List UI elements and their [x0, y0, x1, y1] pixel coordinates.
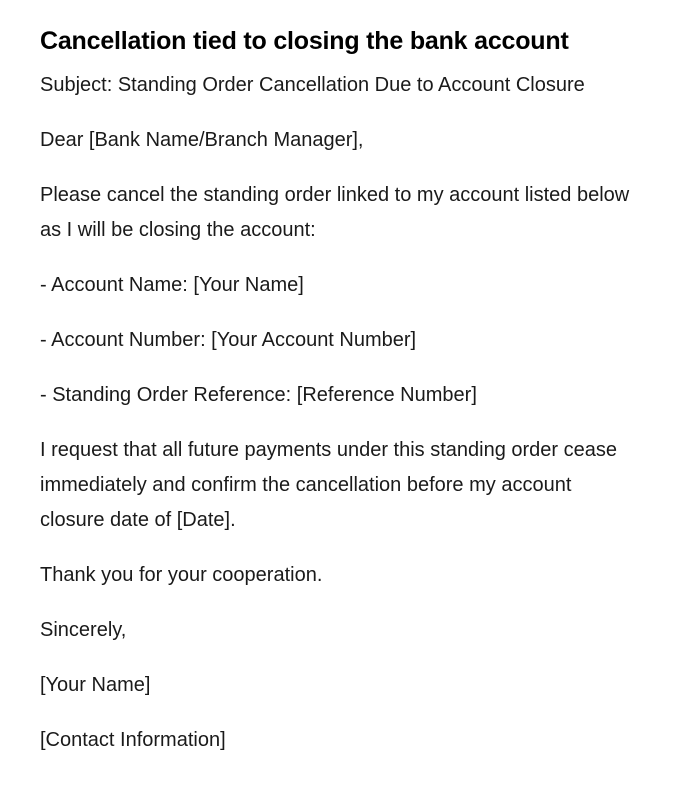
- account-name-item: - Account Name: [Your Name]: [40, 274, 304, 296]
- subject-line: Subject: Standing Order Cancellation Due to Account Closure: [40, 74, 585, 96]
- intro-paragraph: Please cancel the standing order linked to my account listed below as I will be closing the account:: [40, 184, 630, 241]
- signature-name: [Your Name]: [40, 674, 151, 696]
- contact-information: [Contact Information]: [40, 729, 226, 751]
- salutation: Dear [Bank Name/Branch Manager],: [40, 129, 364, 151]
- letter-body: [40, 68, 640, 758]
- account-number-item: - Account Number: [Your Account Number]: [40, 329, 417, 351]
- document-title: Cancellation tied to closing the bank account: [40, 27, 569, 55]
- request-paragraph: I request that all future payments under this standing order cease immediately and confirm the cancellation before my account closure date of [Date].: [40, 439, 618, 531]
- thanks-line: Thank you for your cooperation.: [40, 564, 323, 586]
- standing-order-reference-item: - Standing Order Reference: [Reference Number]: [40, 384, 477, 406]
- closing-line: Sincerely,: [40, 619, 127, 641]
